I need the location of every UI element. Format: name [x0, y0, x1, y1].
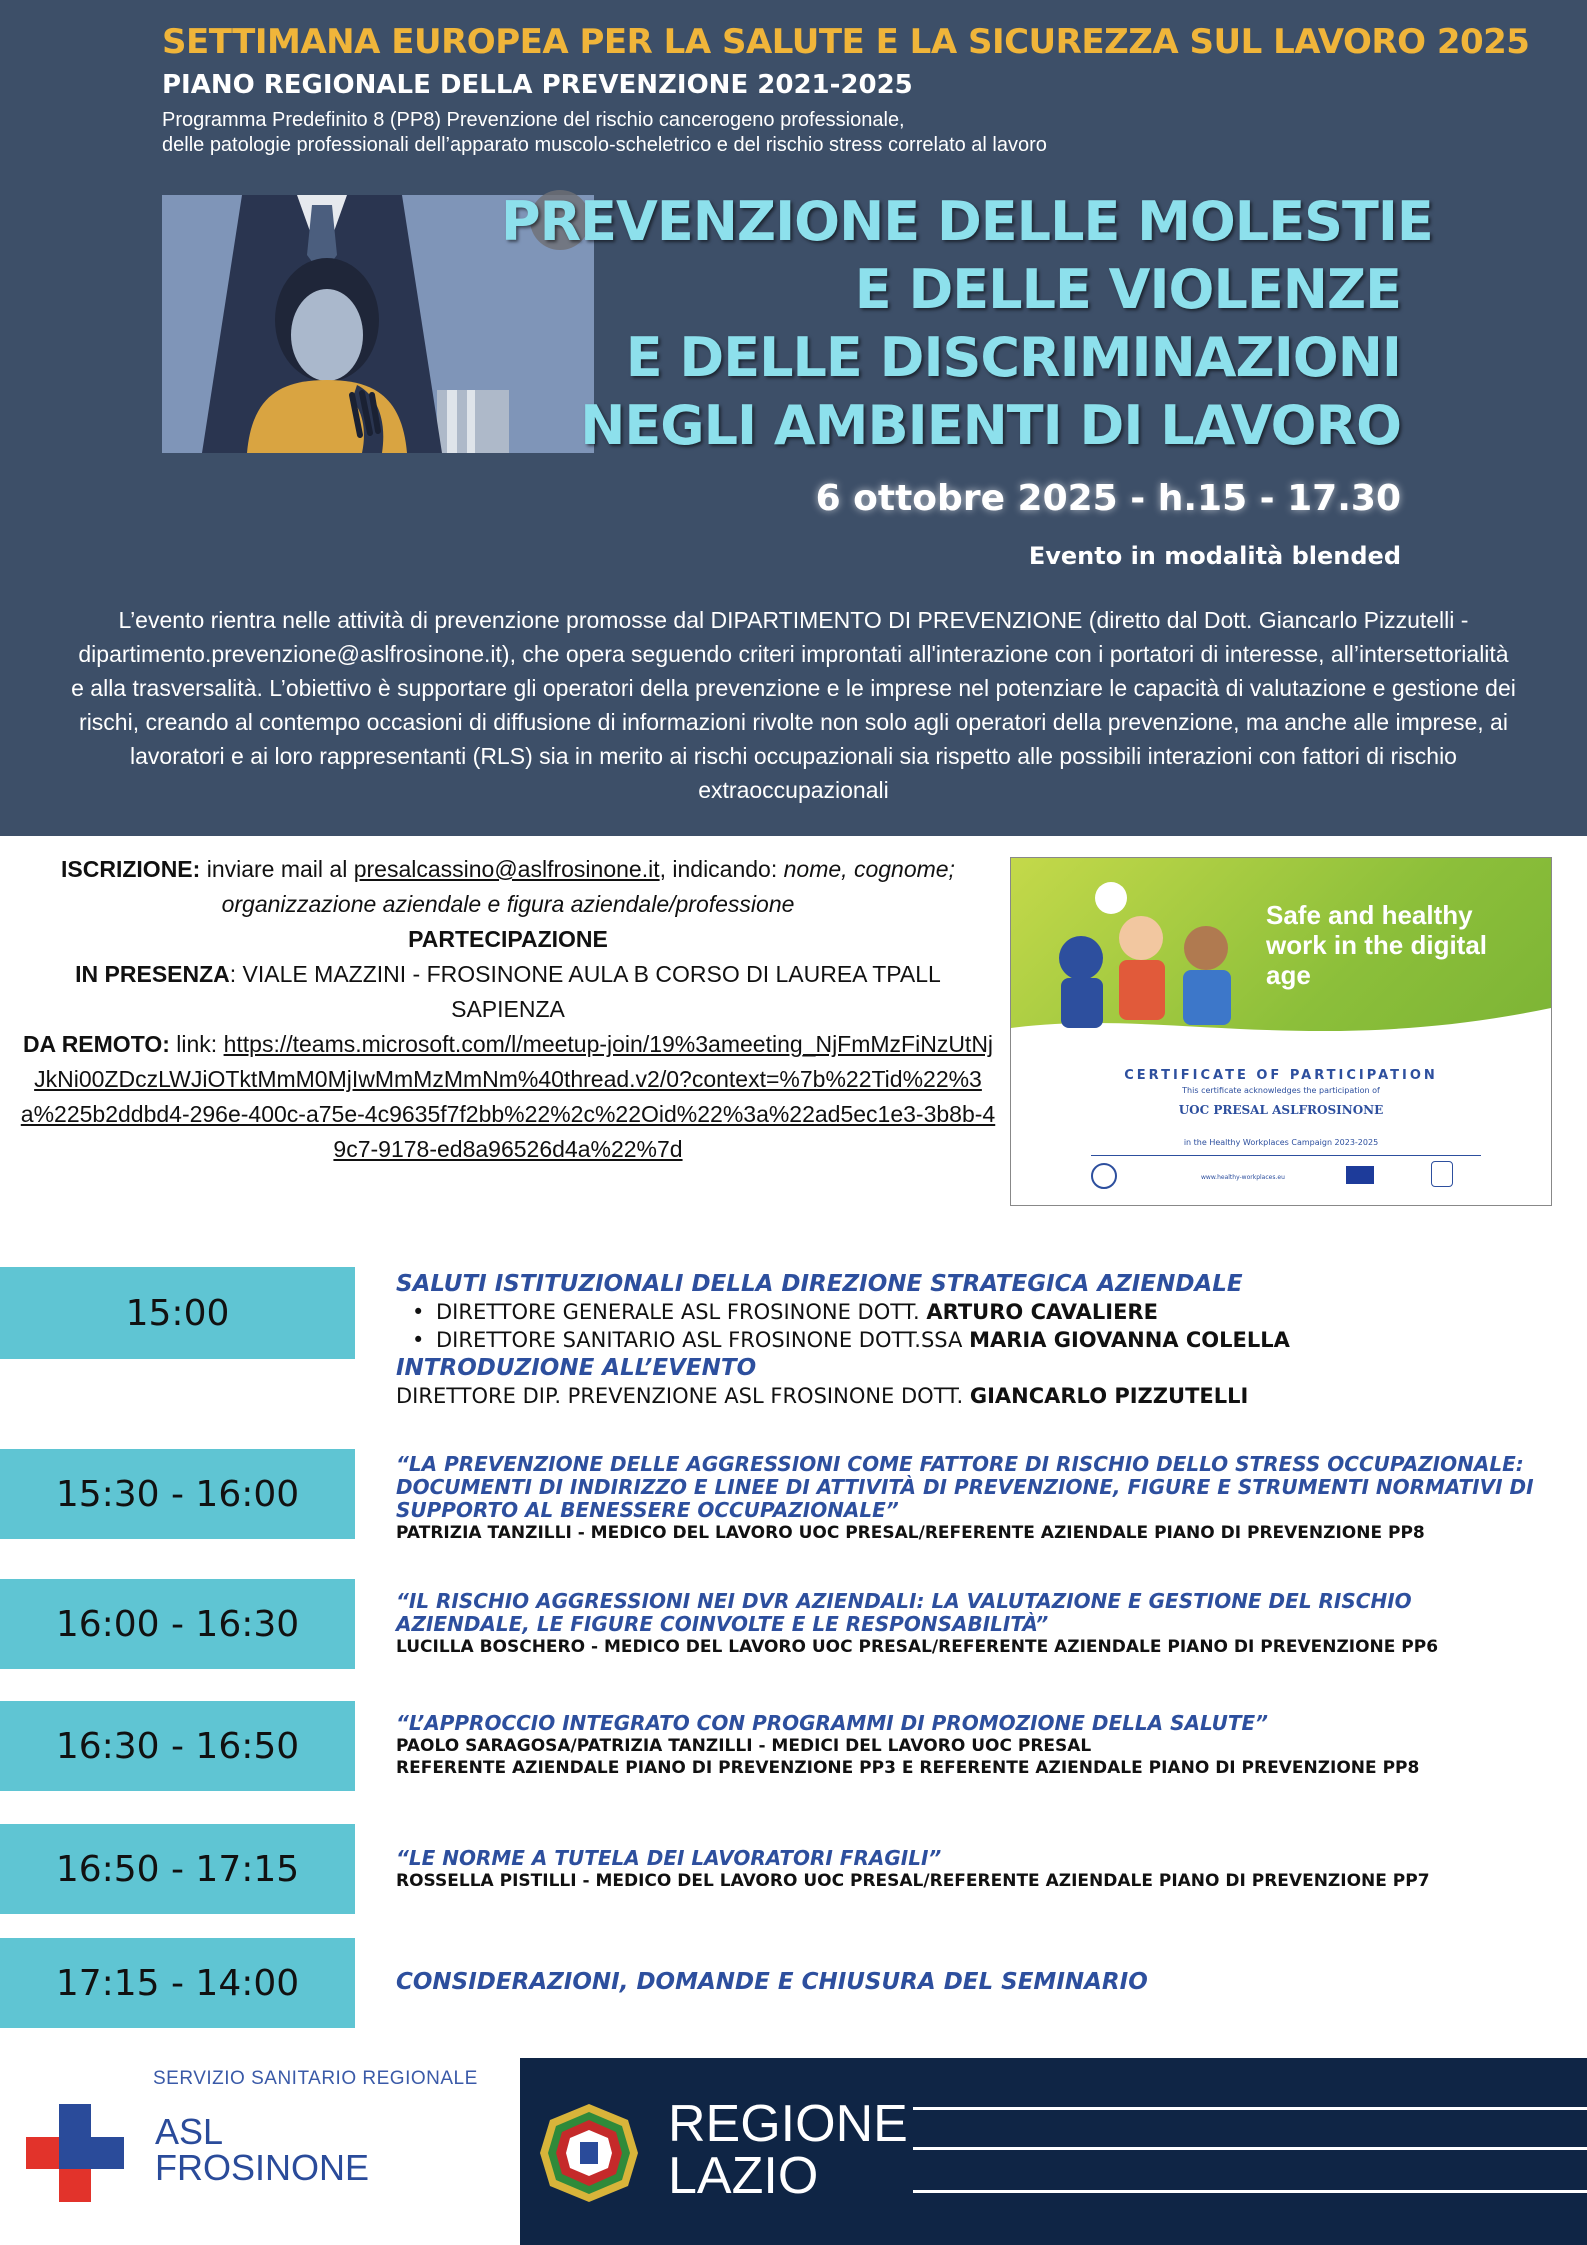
registration-email-link[interactable]: presalcassino@aslfrosinone.it [353, 856, 660, 882]
program-description: Programma Predefinito 8 (PP8) Prevenzione del rischio cancerogeno professionale, delle patologie professionali dell’apparato muscolo-scheletrico e del rischio stress correlato al lavoro [162, 109, 1047, 156]
lazio-line: LAZIO [668, 2147, 819, 2205]
in-person-label: IN PRESENZA [75, 961, 230, 987]
session-1-title: SALUTI ISTITUZIONALI DELLA DIREZIONE STRATEGICA AZIENDALE [396, 1271, 1243, 1297]
certificate-website: www.healthy-workplaces.eu [1201, 1174, 1285, 1181]
session-4-speaker-role: REFERENTE AZIENDALE PIANO DI PREVENZIONE PP3 E REFERENTE AZIENDALE PIANO DI PREVENZIONE PP8 [396, 1758, 1420, 1778]
speaker-role: DIRETTORE SANITARIO ASL FROSINONE DOTT.SSA [436, 1328, 970, 1352]
certificate-banner [1011, 858, 1551, 1063]
speaker-name: GIANCARLO PIZZUTELLI [969, 1384, 1249, 1408]
session-3-title: “IL RISCHIO AGGRESSIONI NEI DVR AZIENDALI: LA VALUTAZIONE E GESTIONE DEL RISCHIO AZIENDALE, LE FIGURE COINVOLTE E LE RESPONSABILITÀ” [396, 1589, 1412, 1636]
speaker-name: ARTURO CAVALIERE [926, 1300, 1158, 1324]
plan-title: PIANO REGIONALE DELLA PREVENZIONE 2021-2025 [162, 70, 913, 100]
session-3-speaker: LUCILLA BOSCHERO - MEDICO DEL LAVORO UOC PRESAL/REFERENTE AZIENDALE PIANO DI PREVENZIONE PP6 [396, 1637, 1439, 1657]
certificate-image [1010, 857, 1552, 1206]
speaker-prevention-director [396, 1382, 1546, 1410]
event-title: SETTIMANA EUROPEA PER LA SALUTE E LA SICUREZZA SUL LAVORO 2025 [162, 22, 1530, 62]
certificate-campaign: in the Healthy Workplaces Campaign 2023-2025 [1183, 1138, 1379, 1147]
regione-lazio-crest-icon [538, 2102, 640, 2204]
session-2-speaker: PATRIZIA TANZILLI - MEDICO DEL LAVORO UOC PRESAL/REFERENTE AZIENDALE PIANO DI PREVENZIONE PP8 [396, 1523, 1425, 1543]
registration-block [18, 852, 998, 1167]
eu-osha-logo-icon [1091, 1163, 1117, 1189]
regione-lazio-logo-text [668, 2095, 908, 2205]
session-6 [396, 1968, 1546, 1996]
certificate-recipient: UOC PRESAL ASLFROSINONE [1178, 1103, 1384, 1117]
in-person-address: : VIALE MAZZINI - FROSINONE AULA B CORSO DI LAUREA TPALL SAPIENZA [229, 961, 941, 1022]
time-slot-1715: 17:15 - 14:00 [0, 1938, 355, 2028]
speaker-name: MARIA GIOVANNA COLELLA [969, 1328, 1290, 1352]
session-1-subtitle: INTRODUZIONE ALL’EVENTO [396, 1355, 757, 1381]
registration-label: ISCRIZIONE: [61, 856, 201, 882]
registration-indicating: , indicando: [659, 856, 784, 882]
time-slot-1530: 15:30 - 16:00 [0, 1449, 355, 1539]
session-5 [396, 1847, 1546, 1892]
session-6-title: CONSIDERAZIONI, DOMANDE E CHIUSURA DEL SEMINARIO [396, 1969, 1148, 1995]
event-mode: Evento in modalità blended [1028, 542, 1401, 570]
participation-heading: PARTECIPAZIONE [408, 926, 608, 952]
servizio-sanitario-label: SERVIZIO SANITARIO REGIONALE [153, 2068, 478, 2089]
session-4-title: “L’APPROCCIO INTEGRATO CON PROGRAMMI DI PROMOZIONE DELLA SALUTE” [396, 1711, 1269, 1735]
asl-frosinone-logo-text [155, 2111, 370, 2188]
teams-meeting-link[interactable]: https://teams.microsoft.com/l/meetup-join/19%3ameeting_NjFmMzFiNzUtNjJkNi00ZDczLWJiOTktMmM0MjIwMmMzMmNm%40thread.v2/0?context=%7b%22Tid%22%3a%225b2ddbd4-296e-400c-a75e-4c9635f7f2bb%22%2c%22Oid%22%3a%22ad5ec1e3-3b8b-49c7-9178-ed8a96526d4a%22%7d [20, 1031, 996, 1162]
main-title-line-2: E DELLE VIOLENZE [854, 258, 1401, 321]
footer-stripe-1 [913, 2107, 1587, 2110]
speaker-role: DIRETTORE DIP. PREVENZIONE ASL FROSINONE DOTT. [396, 1384, 970, 1408]
session-5-speaker: ROSSELLA PISTILLI - MEDICO DEL LAVORO UOC PRESAL/REFERENTE AZIENDALE PIANO DI PREVENZIONE PP7 [396, 1871, 1430, 1891]
regione-line: REGIONE [668, 2095, 908, 2153]
main-title-line-4: NEGLI AMBIENTI DI LAVORO [580, 394, 1401, 457]
main-title [501, 188, 1433, 460]
registration-text: inviare mail al [200, 856, 354, 882]
certificate-title: CERTIFICATE OF PARTICIPATION [1124, 1068, 1438, 1083]
session-3 [396, 1590, 1546, 1658]
frosinone-line: FROSINONE [155, 2147, 370, 2188]
asl-line: ASL [155, 2111, 224, 2152]
session-5-title: “LE NORME A TUTELA DEI LAVORATORI FRAGILI” [396, 1846, 942, 1870]
time-slot-1630: 16:30 - 16:50 [0, 1701, 355, 1791]
time-slot-1650: 16:50 - 17:15 [0, 1824, 355, 1914]
remote-text: link: [169, 1031, 224, 1057]
registration-fields: nome, cognome; organizzazione aziendale e figura aziendale/professione [221, 856, 955, 917]
certificate-divider [1091, 1155, 1481, 1156]
main-title-line-1: PREVENZIONE DELLE MOLESTIE [501, 190, 1433, 253]
session-2 [396, 1453, 1546, 1544]
speaker-role: DIRETTORE GENERALE ASL FROSINONE DOTT. [436, 1300, 927, 1324]
session-4-speaker: PAOLO SARAGOSA/PATRIZIA TANZILLI - MEDICI DEL LAVORO UOC PRESAL [396, 1736, 1092, 1756]
remote-label: DA REMOTO: [22, 1031, 170, 1057]
footer-stripe-2 [913, 2147, 1587, 2150]
time-slot-1600: 16:00 - 16:30 [0, 1579, 355, 1669]
red-cross-icon [26, 2104, 124, 2202]
speaker-director-general [396, 1298, 1546, 1326]
speaker-health-director [396, 1326, 1546, 1354]
session-4 [396, 1712, 1546, 1779]
certificate-headline: Safe and healthy work in the digital age [1266, 900, 1488, 990]
main-title-line-3: E DELLE DISCRIMINAZIONI [625, 326, 1401, 389]
healthy-workplaces-icon [1431, 1161, 1453, 1187]
session-1 [396, 1270, 1546, 1410]
eu-flag-icon [1346, 1166, 1374, 1184]
footer-stripe-3 [913, 2190, 1587, 2193]
time-slot-1500: 15:00 [0, 1267, 355, 1359]
session-2-title: “LA PREVENZIONE DELLE AGGRESSIONI COME FATTORE DI RISCHIO DELLO STRESS OCCUPAZIONALE: DOCUMENTI DI INDIRIZZO E LINEE DI ATTIVITÀ DI PREVENZIONE, FIGURE E STRUMENTI NORMATIVI DI SUPPORTO AL BENESSERE OCCUPAZIONALE” [396, 1452, 1534, 1522]
certificate-subtitle: This certificate acknowledges the participation of [1182, 1086, 1380, 1095]
intro-paragraph: L’evento rientra nelle attività di prevenzione promosse dal DIPARTIMENTO DI PREVENZIONE (diretto dal Dott. Giancarlo Pizzutelli - dipartimento.prevenzione@aslfrosinone.it), che opera seguendo criteri improntati all'interazione con i portatori di interesse, all’intersettorialità e alla trasversalità. L’obiettivo è supportare gli operatori della prevenzione e le imprese nel potenziare le capacità di valutazione e gestione dei rischi, creando al contempo occasioni di diffusione di informazioni rivolte non solo agli operatori della prevenzione, ma anche alle imprese, ai lavoratori e ai loro rappresentanti (RLS) sia in merito ai rischi occupazionali sia rispetto alle possibili interazioni con fattori di rischio extraoccupazionali [71, 607, 1516, 803]
event-date: 6 ottobre 2025 - h.15 - 17.30 [815, 478, 1401, 519]
